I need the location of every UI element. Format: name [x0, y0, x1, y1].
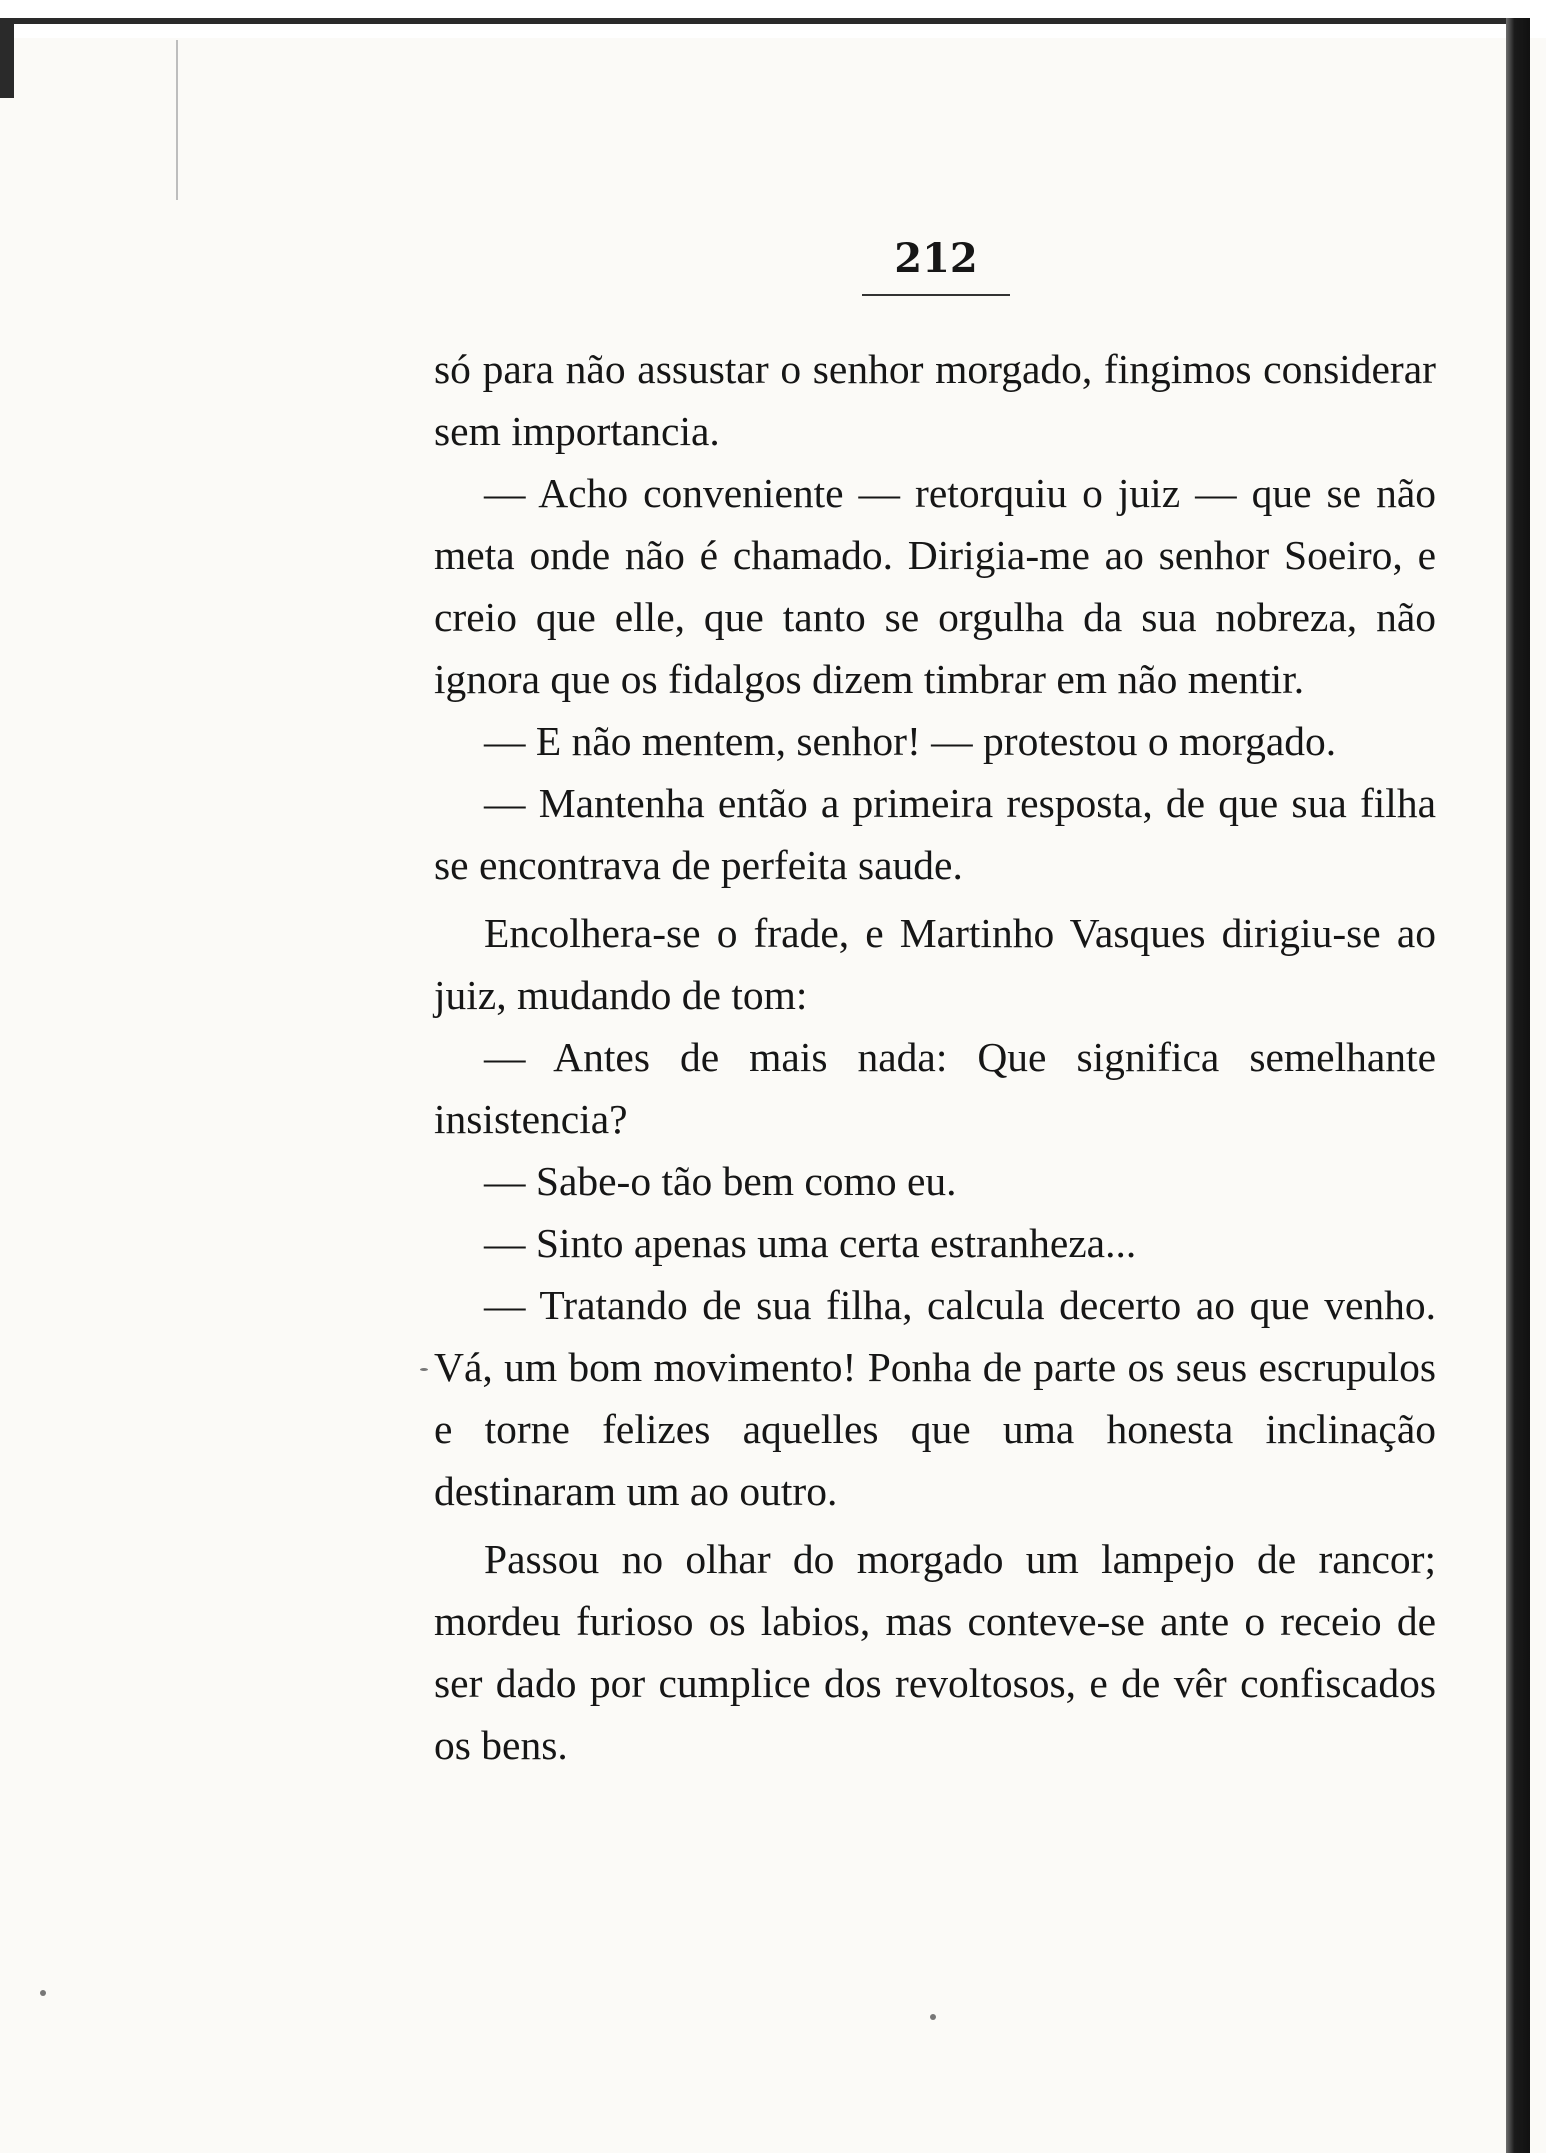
body-text: [434, 338, 1436, 1776]
paragraph: — Sabe-o tão bem como eu.: [484, 1158, 957, 1204]
scan-top-edge: [0, 0, 1546, 38]
paragraph: — Acho conveniente — retorquiu o juiz — que se não meta onde não é chamado. Dirigia-me ao senhor Soeiro, e creio que elle, que tanto se orgulha da sua nobreza, não ignora que os fidalgos dizem timbrar em não mentir.: [434, 470, 1436, 702]
paragraph: — Tratando de sua filha, calcula decerto ao que venho. Vá, um bom movimento! Ponha de parte os seus escrupulos e torne felizes aquelles que uma honesta inclinação destinaram um ao outro.: [434, 1282, 1436, 1514]
page-number: 212: [894, 235, 978, 282]
paragraph: — Mantenha então a primeira resposta, de que sua filha se encontrava de perfeita saude.: [434, 780, 1436, 888]
page-number-rule: [862, 294, 1010, 296]
scan-speck: [930, 2014, 936, 2020]
scan-speck: [420, 1368, 428, 1371]
page-fold-mark: [176, 40, 178, 200]
scan-right-edge: [1506, 18, 1530, 2153]
scan-speck: [40, 1990, 46, 1996]
paragraph: só para não assustar o senhor morgado, fingimos considerar sem importancia.: [434, 346, 1436, 454]
paragraph: — Antes de mais nada: Que significa semelhante insistencia?: [434, 1034, 1436, 1142]
paragraph: — E não mentem, senhor! — protestou o morgado.: [484, 718, 1337, 764]
paragraph: Passou no olhar do morgado um lampejo de rancor; mordeu furioso os labios, mas conteve-se ante o receio de ser dado por cumplice dos revoltosos, e de vêr confiscados os bens.: [434, 1536, 1436, 1768]
paragraph: Encolhera-se o frade, e Martinho Vasques dirigiu-se ao juiz, mudando de tom:: [434, 910, 1436, 1018]
scan-left-edge: [0, 18, 14, 98]
paragraph: — Sinto apenas uma certa estranheza...: [484, 1220, 1137, 1266]
